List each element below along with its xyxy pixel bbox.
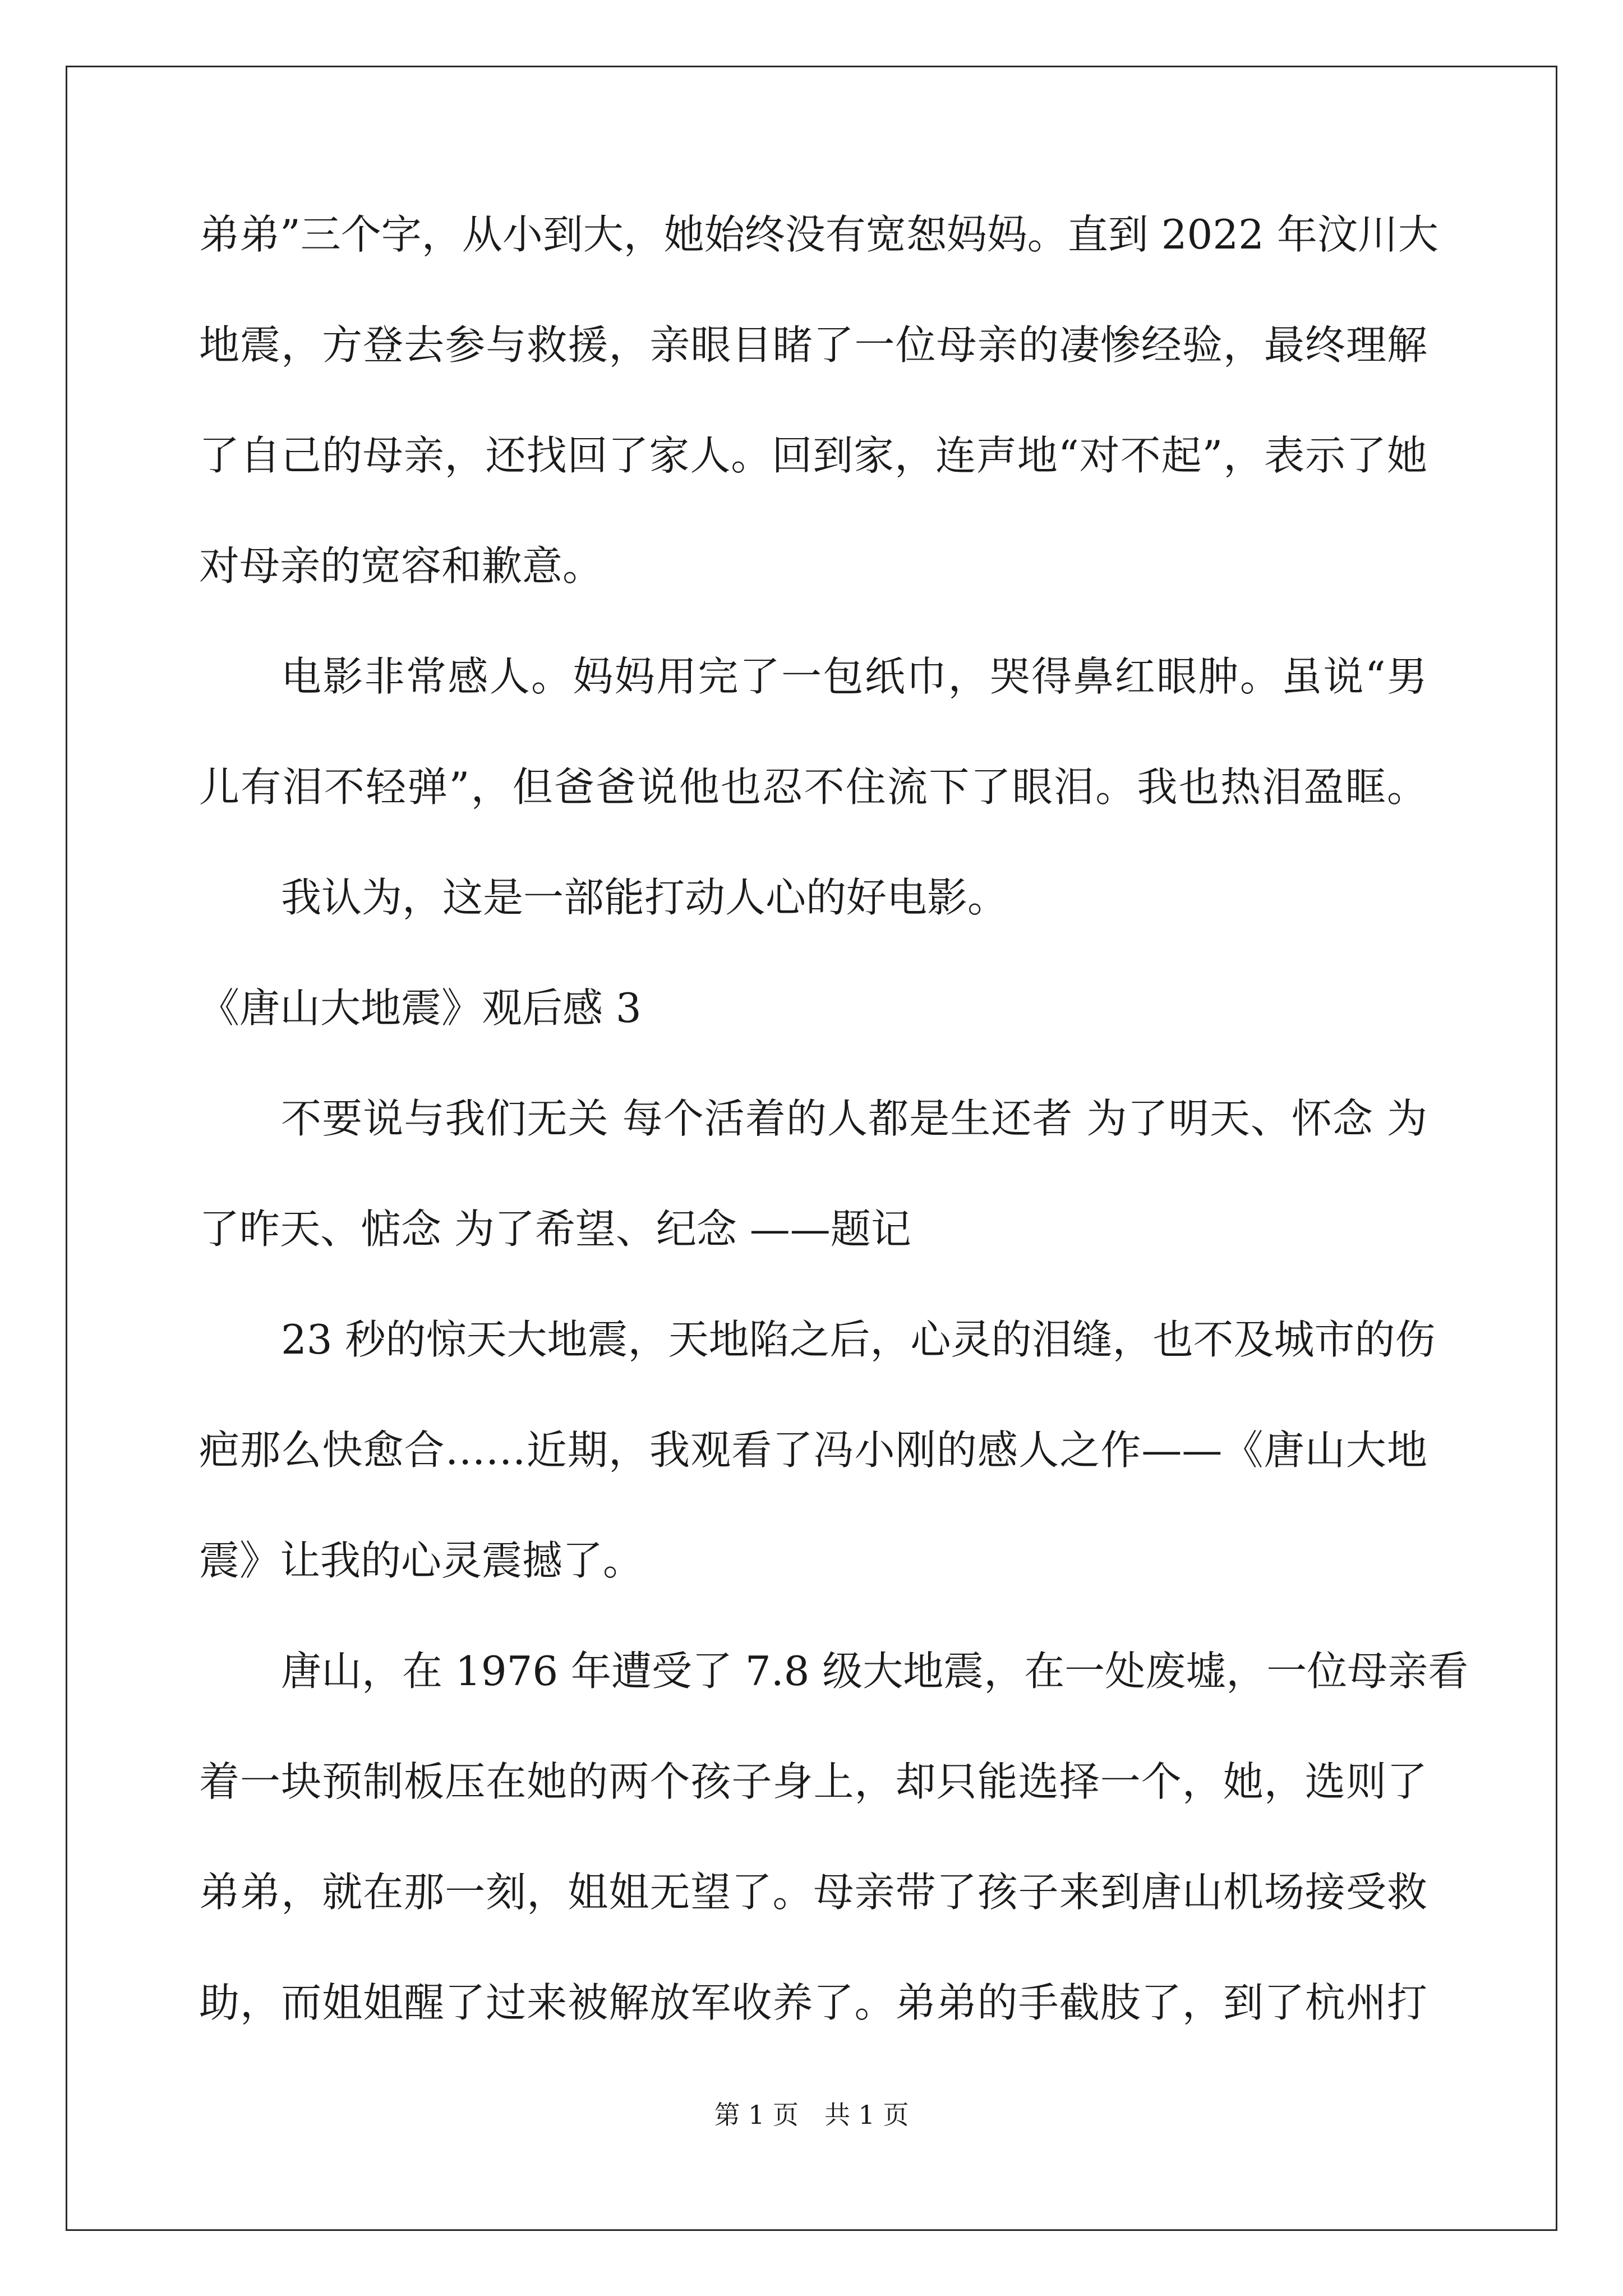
text-line: 不要说与我们无关 每个活着的人都是生还者 为了明天、怀念 为: [281, 1095, 1427, 1142]
text-line: 疤那么快愈合……近期，我观看了冯小刚的感人之作——《唐山大地: [199, 1427, 1427, 1474]
text-line: 唐山，在 1976 年遭受了 7.8 级大地震，在一处废墟，一位母亲看: [281, 1648, 1469, 1695]
text-line: 了自己的母亲，还找回了家人。回到家，连声地“对不起”，表示了她: [199, 432, 1427, 479]
text-line: 对母亲的宽容和歉意。: [199, 542, 603, 590]
section-heading: 《唐山大地震》观后感 3: [199, 984, 642, 1032]
text-line: 助，而姐姐醒了过来被解放军收养了。弟弟的手截肢了，到了杭州打: [199, 1979, 1427, 2026]
text-line: 弟弟，就在那一刻，姐姐无望了。母亲带了孩子来到唐山机场接受救: [199, 1869, 1427, 1916]
text-line: 震》让我的心灵震撼了。: [199, 1537, 644, 1584]
page-number: 第 1 页 共 1 页: [714, 2100, 909, 2130]
text-line: 弟弟”三个字，从小到大，她始终没有宽恕妈妈。直到 2022 年汶川大: [199, 211, 1438, 258]
text-line: 地震，方登去参与救援，亲眼目睹了一位母亲的凄惨经验，最终理解: [199, 321, 1427, 369]
text-line: 着一块预制板压在她的两个孩子身上，却只能选择一个，她，选则了: [199, 1758, 1427, 1805]
text-line: 电影非常感人。妈妈用完了一包纸巾，哭得鼻红眼肿。虽说“男: [281, 653, 1427, 700]
text-line: 儿有泪不轻弹”，但爸爸说他也忍不住流下了眼泪。我也热泪盈眶。: [199, 763, 1427, 811]
text-line: 我认为，这是一部能打动人心的好电影。: [281, 874, 1008, 921]
text-line: 23 秒的惊天大地震，天地陷之后，心灵的泪缝，也不及城市的伤: [281, 1316, 1436, 1363]
text-line: 了昨天、惦念 为了希望、纪念 ——题记: [199, 1205, 911, 1253]
